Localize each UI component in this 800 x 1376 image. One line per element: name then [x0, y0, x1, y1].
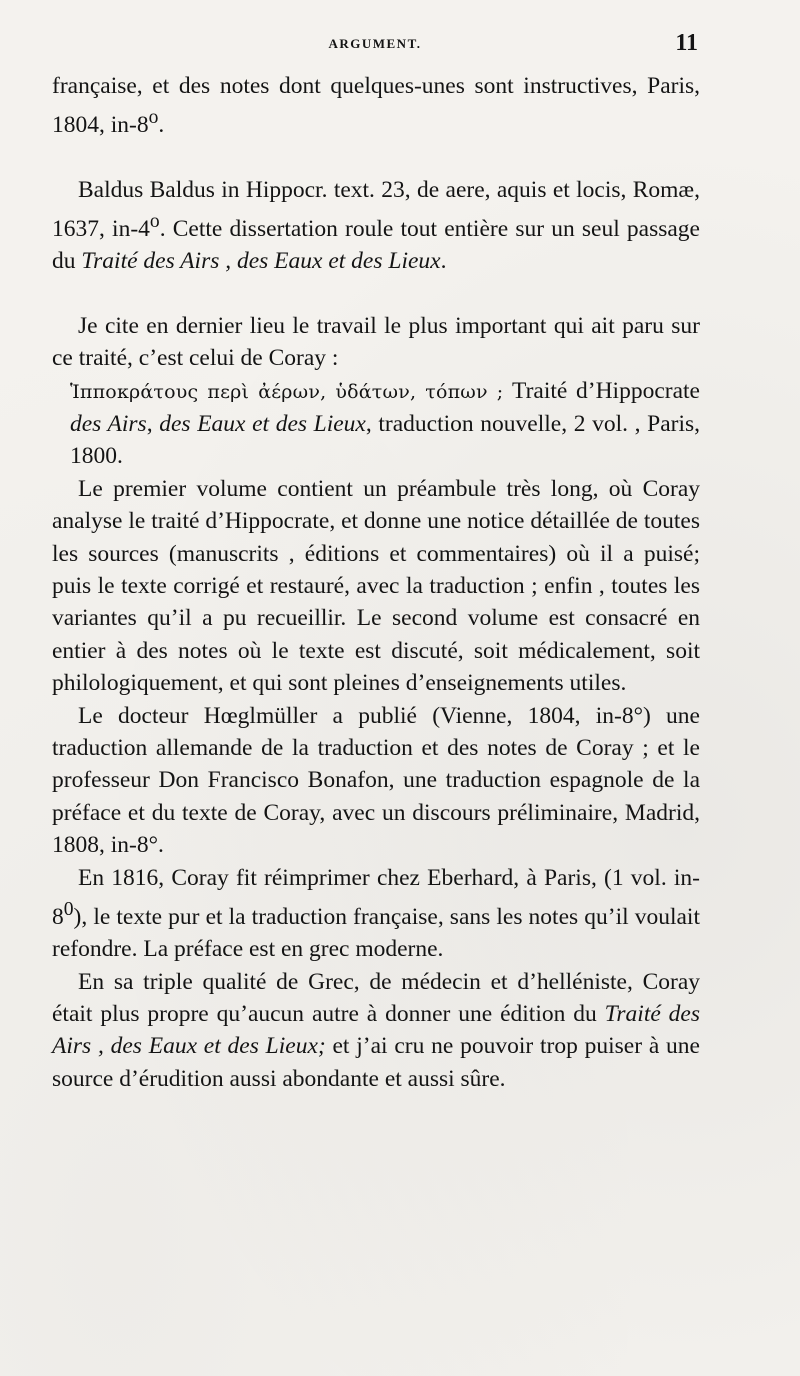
p1-text: française, et des notes dont quelques-unes sont instructives, Paris, 1804, in-8	[52, 73, 700, 139]
p6-text-end: ), le texte pur et la traduction française, sans les notes qu’il voulait refondre. La préface est en grec moderne.	[52, 903, 700, 963]
p7-text-end: et j’ai cru ne pouvoir trop puiser à une source d’érudition aussi abondante et aussi sûre.	[52, 1033, 700, 1092]
paragraph-hoeglmuller	[52, 700, 700, 862]
p6-superscript: 0	[63, 899, 74, 920]
p1-text-end: .	[158, 112, 165, 139]
page-number: 11	[675, 30, 698, 56]
p6-text: En 1816, Coray fit réimprimer chez Eberhard, à Paris, (1 vol. in-8	[52, 864, 700, 930]
p1-superscript: o	[148, 107, 159, 129]
p2-text-mid: . Cette dissertation roule tout entière sur un seul passage du	[52, 215, 700, 275]
citation-coray	[52, 375, 700, 473]
p5-text: Le docteur Hœglmüller a publié (Vienne, 1804, in-8°) une traduction allemande de la traduction et des notes de Coray ; et le professeur Don Francisco Bonafon, une traduction espagnole de la préface et du texte de Coray, avec un discours préliminaire, Madrid, 1808, in-8°.	[52, 702, 700, 859]
paragraph-conclusion	[52, 966, 700, 1096]
paragraph-baldus	[52, 174, 700, 278]
citation-italic-b: des Eaux et des Lieux	[159, 410, 366, 437]
p4-text: Le premier volume contient un préambule très long, où Coray analyse le traité d’Hippocrate, et donne une notice détaillée de toutes les sources (manuscrits , éditions et commentaires) où il a puisé; puis le texte corrigé et restauré, avec la traduction ; enfin , toutes les variantes qu’il a pu recueillir. Le second volume est consacré en entier à des notes où le texte est discuté, soit médicalement, soit philologiquement, et qui sont pleines d’enseignements utiles.	[52, 475, 700, 697]
paragraph-first-volume	[52, 473, 700, 700]
paragraph-coray-intro	[52, 310, 700, 375]
p7-text: En sa triple qualité de Grec, de médecin et d’helléniste, Coray était plus propre qu’aucun autre à donner une édition du	[52, 968, 700, 1028]
citation-text-end: , traduction nouvelle, 2 vol. , Paris, 1800.	[70, 410, 701, 470]
p2-text-end: .	[440, 248, 447, 275]
paragraph-1816	[52, 862, 700, 966]
body-text	[52, 70, 700, 1095]
page-header	[52, 30, 698, 58]
p3-text: Je cite en dernier lieu le travail le plus important qui ait paru sur ce traité, c’est celui de Coray :	[52, 312, 700, 372]
p2-text: Baldus Baldus in Hippocr. text. 23, de aere, aquis et locis, Romæ, 1637, in-4	[52, 176, 700, 242]
citation-italic-a: des Airs	[70, 410, 147, 437]
paragraph-continuation	[52, 70, 700, 142]
p2-title-italic: Traité des Airs , des Eaux et des Lieux	[81, 248, 441, 275]
running-head: ARGUMENT.	[328, 36, 422, 51]
citation-sep: ,	[146, 410, 160, 437]
citation-text: Traité d’Hippocrate	[503, 377, 700, 404]
p2-superscript: o	[149, 211, 160, 233]
p7-title-italic: Traité des Airs , des Eaux et des Lieux;	[52, 1001, 700, 1060]
greek-title: Ἱπποκράτους περὶ ἀέρων, ὑδάτων, τόπων ;	[70, 380, 504, 403]
